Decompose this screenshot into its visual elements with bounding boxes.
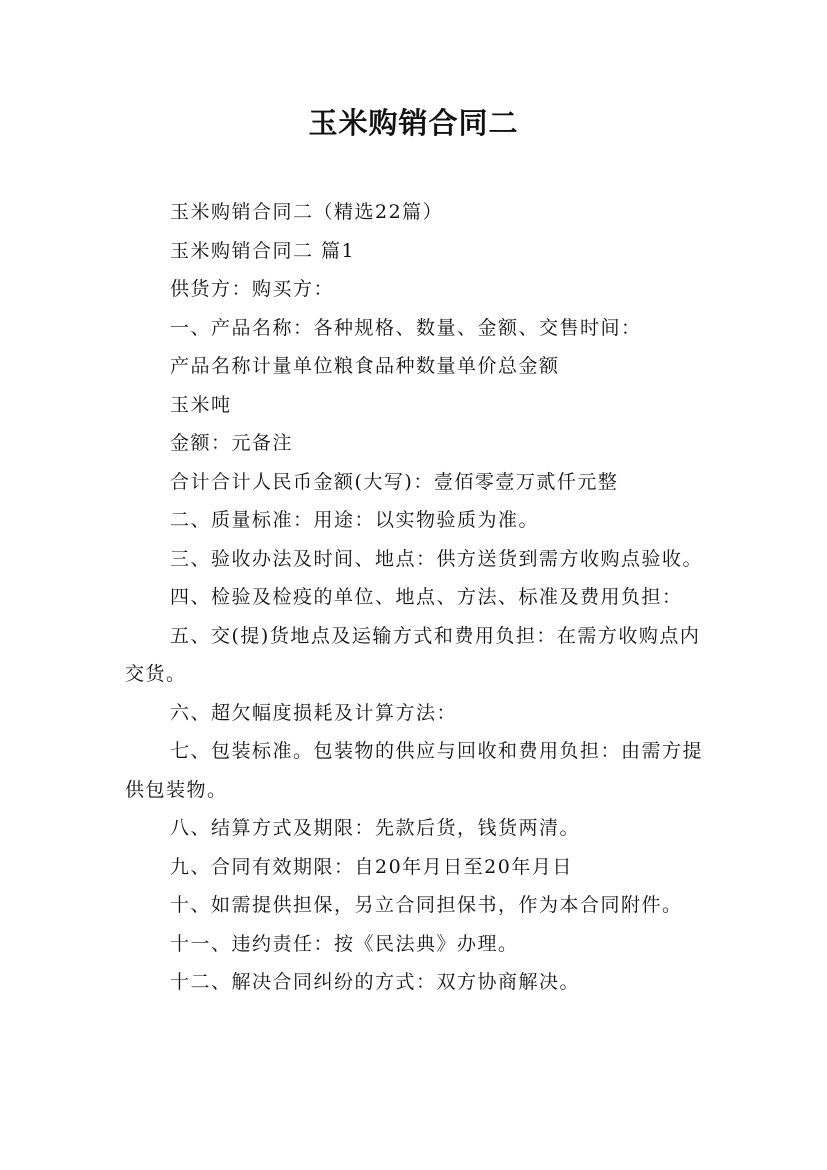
- paragraph-clause-9: 九、合同有效期限：自20年月日至20年月日: [170, 855, 573, 878]
- paragraph-parties: 供货方：购买方：: [170, 278, 335, 300]
- paragraph-total: 合计合计人民币金额(大写)：壹佰零壹万贰仟元整: [170, 470, 619, 493]
- paragraph-product-row: 玉米吨: [170, 393, 232, 416]
- paragraph-clause-3: 三、验收办法及时间、地点：供方送货到需方收购点验收。: [170, 547, 704, 570]
- paragraph-clause-8: 八、结算方式及期限：先款后货，钱货两清。: [170, 817, 581, 839]
- paragraph-clause-12: 十二、解决合同纠纷的方式：双方协商解决。: [170, 971, 581, 993]
- paragraph-clause-4: 四、检验及检疫的单位、地点、方法、标准及费用负担：: [170, 586, 683, 608]
- paragraph-amount: 金额：元备注: [170, 432, 294, 454]
- paragraph-clause-2: 二、质量标准：用途：以实物验质为准。: [170, 509, 540, 531]
- paragraph-clause-7: 七、包装标准。包装物的供应与回收和费用负担：由需方提供包装物。: [125, 740, 704, 801]
- paragraph-section-title: 玉米购销合同二 篇1: [170, 239, 356, 262]
- paragraph-clause-11: 十一、违约责任：按《民法典》办理。: [170, 932, 519, 955]
- paragraph-clause-5: 五、交(提)货地点及运输方式和费用负担：在需方收购点内交货。: [125, 624, 701, 685]
- paragraph-clause-10: 十、如需提供担保，另立合同担保书，作为本合同附件。: [170, 894, 683, 916]
- paragraph-clause-6: 六、超欠幅度损耗及计算方法：: [170, 701, 458, 724]
- document-title: 玉米购销合同二: [308, 106, 519, 140]
- document-body: [125, 193, 703, 1002]
- paragraph-heading: 玉米购销合同二（精选22篇）: [170, 201, 444, 223]
- paragraph-clause-1: 一、产品名称：各种规格、数量、金额、交售时间：: [170, 316, 642, 339]
- paragraph-product-table-header: 产品名称计量单位粮食品种数量单价总金额: [170, 355, 560, 377]
